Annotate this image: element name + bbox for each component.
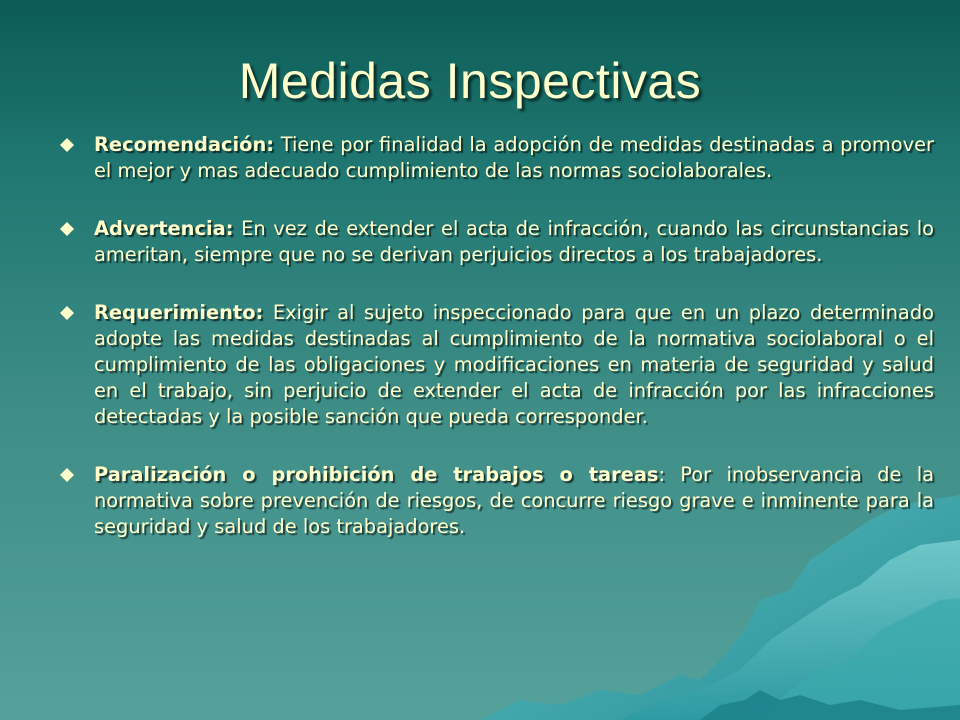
item-text: En vez de extender el acta de infracción, cuando las circunstancias lo ameritan, siempre que no se derivan perjuicios directos a los trabajadores. (94, 217, 934, 266)
list-item-paralizacion (58, 462, 934, 540)
list-item-advertencia (58, 216, 934, 268)
item-term: Requerimiento: (94, 301, 264, 324)
item-text: Tiene por finalidad la adopción de medidas destinadas a promover el mejor y mas adecuado cumplimiento de las normas sociolaborales. (94, 133, 934, 182)
diamond-bullet-icon (60, 222, 74, 236)
slide-title: Medidas Inspectivas (238, 53, 702, 109)
diamond-bullet-icon (60, 306, 74, 320)
diamond-bullet-icon (60, 138, 74, 152)
diamond-bullet-icon (60, 468, 74, 482)
item-term: Recomendación: (94, 133, 275, 156)
list-item-requerimiento (58, 300, 934, 430)
item-text: Exigir al sujeto inspeccionado para que en un plazo determinado adopte las medidas destinadas al cumplimiento de la normativa sociolaboral o el cumplimiento de las obligaciones y modificaciones en materia de seguridad y salud en el trabajo, sin perjuicio de extender el acta de infracción por las infracciones detectadas y la posible sanción que pueda corresponder. (94, 301, 934, 428)
item-text: : Por inobservancia de la normativa sobre prevención de riesgos, de concurre riesgo grave e inminente para la seguridad y salud de los trabajadores. (94, 463, 934, 538)
bullet-list (58, 132, 934, 572)
item-term: Paralización o prohibición de trabajos o tareas (94, 463, 659, 486)
list-item-recomendacion (58, 132, 934, 184)
item-term: Advertencia: (94, 217, 234, 240)
